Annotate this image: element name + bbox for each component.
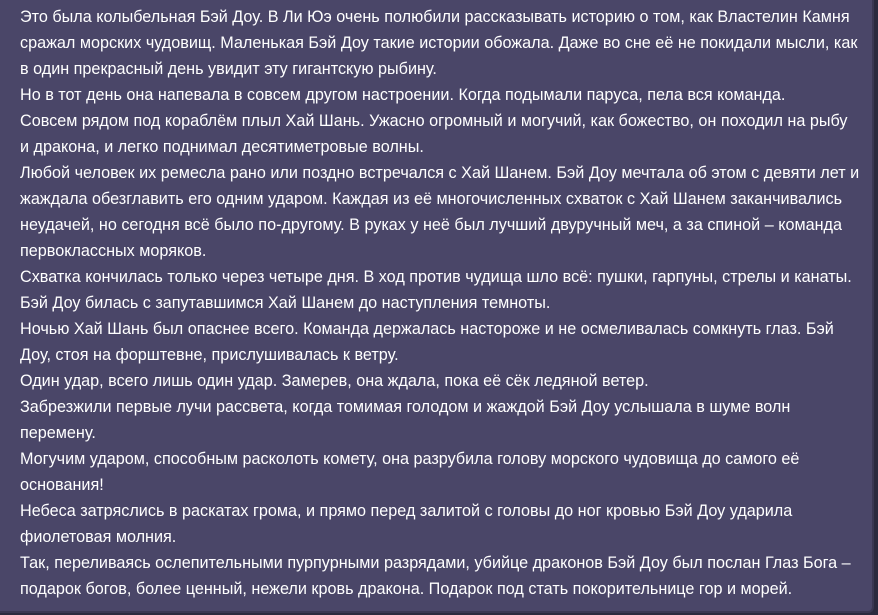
story-paragraph-2: Но в тот день она напевала в совсем другом настроении. Когда подымали паруса, пела вся команда. (20, 86, 786, 104)
story-paragraph-6: Ночью Хай Шань был опаснее всего. Команда держалась настороже и не осмеливалась сомкнуть глаз. Бэй Доу, стоя на форштевне, прислушивалась к ветру. (20, 320, 834, 364)
story-paragraph-4: Любой человек их ремесла рано или поздно встречался с Хай Шанем. Бэй Доу мечтала об этом с девяти лет и жаждала обезглавить его одним ударом. Каждая из её многочисленных схваток с Хай Шанем заканчивались неудачей, но сегодня всё было по-другому. В руках у неё был лучший двуручный меч, а за спиной – команда первоклассных моряков. (20, 164, 860, 260)
story-paragraph-1: Это была колыбельная Бэй Доу. В Ли Юэ очень полюбили рассказывать историю о том, как Властелин Камня сражал морских чудовищ. Маленькая Бэй Доу такие истории обожала. Даже во сне её не покидали мысли, как в один прекрасный день увидит эту гигантскую рыбину. (20, 8, 858, 78)
story-paragraph-9: Могучим ударом, способным расколоть комету, она разрубила голову морского чудовища до самого её основания! (20, 450, 800, 494)
story-paragraph-11: Так, переливаясь ослепительными пурпурными разрядами, убийце драконов Бэй Доу был послан Глаз Бога – подарок богов, более ценный, нежели кровь дракона. Подарок под стать покорительнице гор и морей. (20, 554, 851, 598)
story-paragraph-7: Один удар, всего лишь один удар. Замерев, она ждала, пока её сёк ледяной ветер. (20, 372, 649, 390)
story-paragraph-8: Забрезжили первые лучи рассвета, когда томимая голодом и жаждой Бэй Доу услышала в шуме волн перемену. (20, 398, 791, 442)
story-paragraph-10: Небеса затряслись в раскатах грома, и прямо перед залитой с головы до ног кровью Бэй Доу ударила фиолетовая молния. (20, 502, 793, 546)
story-paragraph-3: Совсем рядом под кораблём плыл Хай Шань. Ужасно огромный и могучий, как божество, он походил на рыбу и дракона, и легко поднимал десятиметровые волны. (20, 112, 848, 156)
story-paragraph-5: Схватка кончилась только через четыре дня. В ход против чудища шло всё: пушки, гарпуны, стрелы и канаты. Бэй Доу билась с запутавшимся Хай Шанем до наступления темноты. (20, 268, 852, 312)
